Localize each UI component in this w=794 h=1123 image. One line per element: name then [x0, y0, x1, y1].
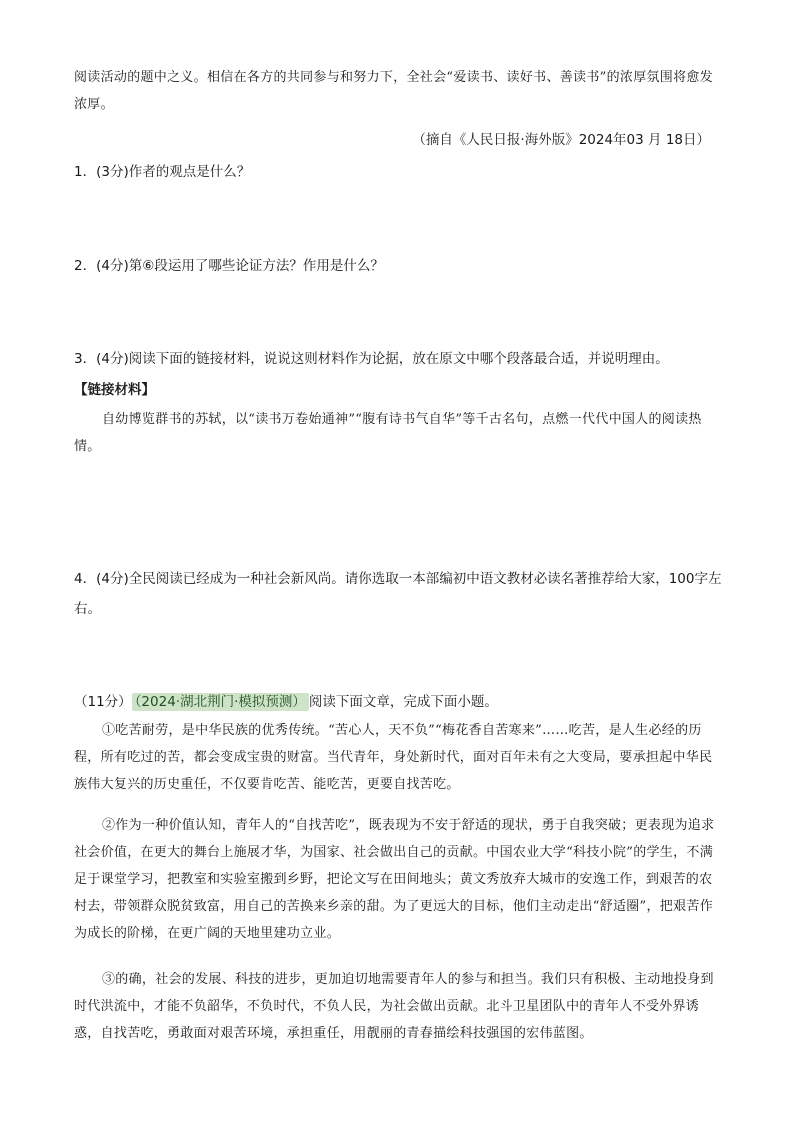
- question-4: 4．(4分)全民阅读已经成为一种社会新风尚。请你选取一本部编初中语文教材必读名著推荐给大家，100字左右。: [74, 571, 722, 617]
- question-2: 2．(4分)第⑥段运用了哪些论证方法？作用是什么？: [74, 258, 384, 274]
- question-1: 1．(3分)作者的观点是什么？: [74, 164, 251, 180]
- passage-tail: 阅读活动的题中之义。相信在各方的共同参与和努力下，全社会“爱读书、读好书、善读书”的浓厚氛围将愈发浓厚。: [74, 70, 713, 112]
- source-tag: （2024·湖北荆门·模拟预测）: [132, 693, 309, 711]
- link-material-title: 【链接材料】: [74, 382, 155, 398]
- section2-header: [74, 690, 724, 710]
- question-3: 3．(4分)阅读下面的链接材料，说说这则材料作为论据，放在原文中哪个段落最合适，并说明理由。: [74, 351, 669, 367]
- link-material-text: 自幼博览群书的苏轼，以“读书万卷始通神”“腹有诗书气自华”等千古名句，点燃一代代中国人的阅读热情。: [74, 412, 702, 454]
- source-citation: （摘自《人民日报·海外版》2024年03 月 18日）: [412, 132, 710, 148]
- article-paragraph: ③的确，社会的发展、科技的进步，更加迫切地需要青年人的参与和担当。我们只有积极、主动地投身到时代洪流中，才能不负韶华，不负时代，不负人民，为社会做出贡献。北斗卫星团队中的青年人不受外界诱惑，自找苦吃，勇敢面对艰苦环境，承担重任，用靓丽的青春描绘科技强国的宏伟蓝图。: [74, 972, 714, 1041]
- article-paragraph: ①吃苦耐劳，是中华民族的优秀传统。“苦心人，天不负”“梅花香自苦寒来”……吃苦，是人生必经的历程，所有吃过的苦，都会变成宝贵的财富。当代青年，身处新时代，面对百年未有之大变局，要承担起中华民族伟大复兴的历史重任，不仅要肯吃苦、能吃苦，更要自找苦吃。: [74, 723, 713, 792]
- section-instruction: 阅读下面文章，完成下面小题。: [308, 694, 498, 710]
- section-score: （11分）: [74, 694, 132, 710]
- article-paragraph: ②作为一种价值认知，青年人的“自找苦吃”，既表现为不安于舒适的现状，勇于自我突破；更表现为追求社会价值，在更大的舞台上施展才华，为国家、社会做出自己的贡献。中国农业大学“科技小院”的学生，不满足于课堂学习，把教室和实验室搬到乡野，把论文写在田间地头；黄文秀放弃大城市的安逸工作，到艰苦的农村去，带领群众脱贫致富，用自己的苦换来乡亲的甜。为了更远大的目标，他们主动走出“舒适圈”，把艰苦作为成长的阶梯，在更广阔的天地里建功立业。: [74, 818, 715, 941]
